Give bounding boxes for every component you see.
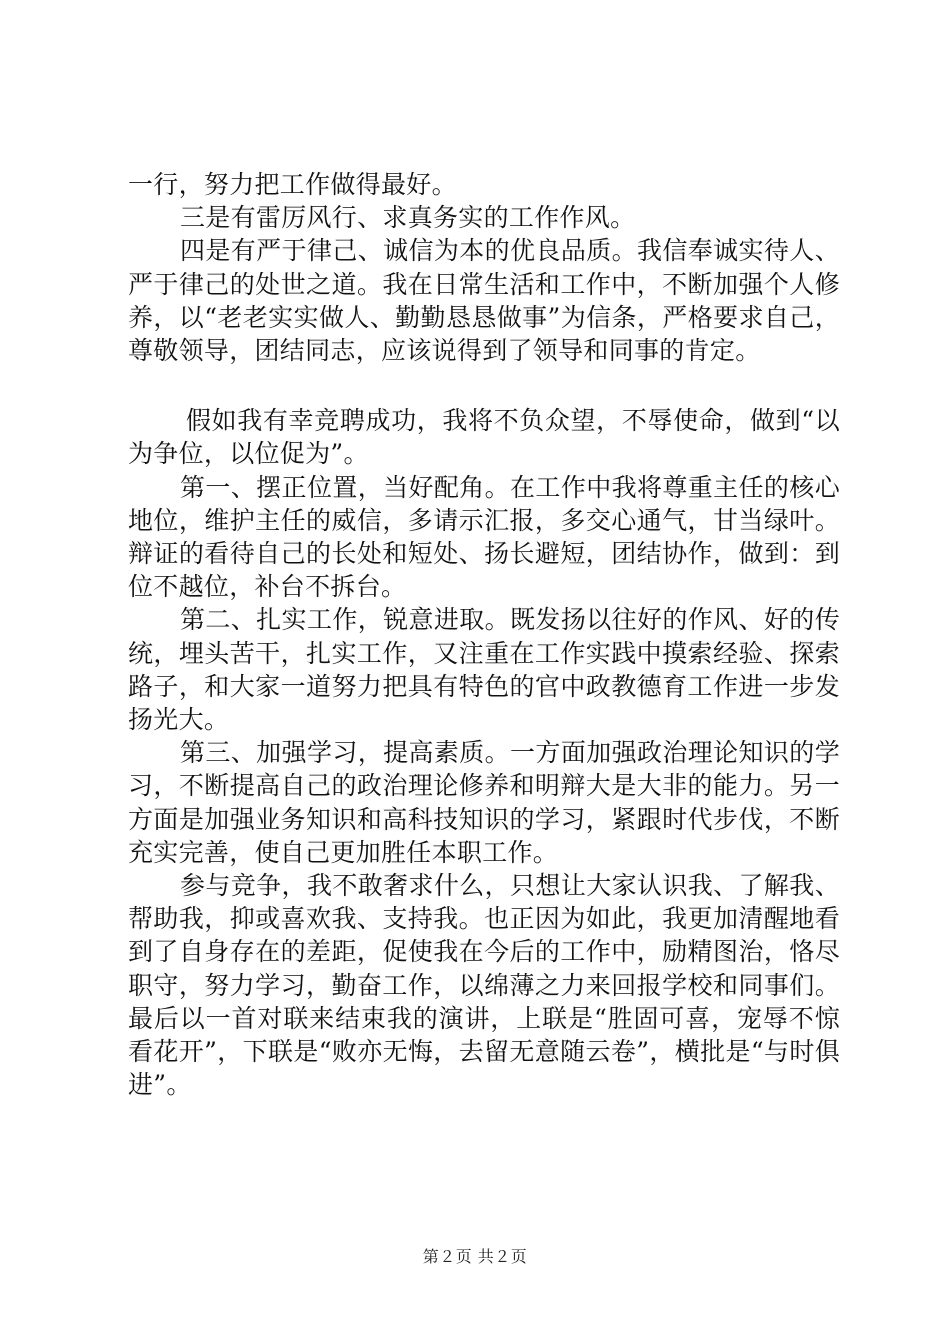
- page-number-footer: 第２页 共２页: [422, 1247, 528, 1266]
- paragraph: 参与竞争，我不敢奢求什么，只想让大家认识我、了解我、帮助我，抑或喜欢我、支持我。也正因为如此，我更加清醒地看到了自身存在的差距，促使我在今后的工作中，励精图治，恪尽职守，努力学习，勤奋工作，以绵薄之力来回报学校和同事们。最后以一首对联来结束我的演讲，上联是“胜固可喜，宠辱不惊看花开”，下联是“败亦无悔，去留无意随云卷”，横批是“与时俱进”。: [128, 871, 840, 1100]
- paragraph: 第三、加强学习，提高素质。一方面加强政治理论知识的学习，不断提高自己的政治理论修养和明辩大是大非的能力。另一方面是加强业务知识和高科技知识的学习，紧跟时代步伐，不断充实完善，使自己更加胜任本职工作。: [128, 738, 840, 867]
- paragraph: 三是有雷厉风行、求真务实的工作作风。: [180, 203, 636, 233]
- paragraph: 假如我有幸竞聘成功，我将不负众望，不辱使命，做到“以为争位，以位促为”。: [128, 406, 840, 469]
- document-body: [128, 168, 840, 1101]
- paragraph: 四是有严于律己、诚信为本的优良品质。我信奉诚实待人、严于律己的处世之道。我在日常生活和工作中，不断加强个人修养，以“老老实实做人、勤勤恳恳做事”为信条，严格要求自己，尊敬领导，团结同志，应该说得到了领导和同事的肯定。: [128, 236, 840, 366]
- paragraph-spacer: [128, 367, 840, 404]
- paragraph: 一行，努力把工作做得最好。: [128, 170, 457, 199]
- paragraph: 第一、摆正位置，当好配角。在工作中我将尊重主任的核心地位，维护主任的威信，多请示汇报，多交心通气，甘当绿叶。辩证的看待自己的长处和短处、扬长避短，团结协作，做到：到位不越位，补台不拆台。: [128, 472, 840, 602]
- paragraph: 第二、扎实工作，锐意进取。既发扬以往好的作风、好的传统，埋头苦干，扎实工作，又注重在工作实践中摸索经验、探索路子，和大家一道努力把具有特色的官中政教德育工作进一步发扬光大。: [128, 605, 840, 735]
